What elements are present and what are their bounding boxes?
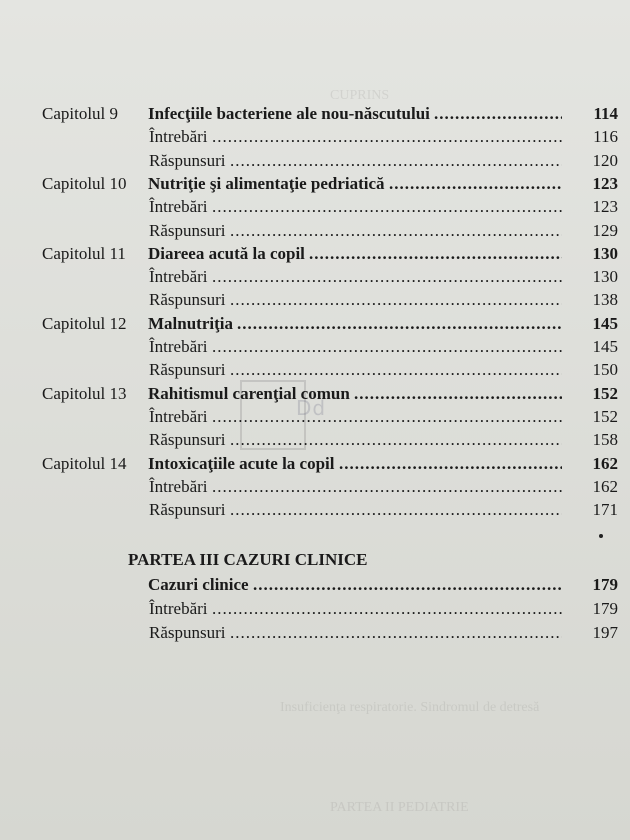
dot-leader	[230, 621, 562, 645]
section-title: Întrebări	[149, 197, 208, 217]
toc-entry	[0, 358, 630, 382]
chapter-title: Nutriţie şi alimentaţie pedriatică	[148, 173, 385, 193]
page-number: 171	[592, 500, 618, 520]
toc-entry	[0, 288, 630, 312]
dot-leader	[339, 452, 562, 476]
toc-entry	[0, 597, 630, 621]
chapter-label: Capitolul 14	[42, 453, 127, 473]
toc-entry	[0, 335, 630, 359]
page-number: 114	[593, 104, 618, 123]
bleed-through-text: CUPRINS	[330, 88, 390, 103]
dot-leader	[230, 358, 562, 382]
page-number: 129	[592, 220, 618, 240]
dot-leader	[212, 597, 562, 621]
toc-entry	[0, 475, 630, 499]
section-title: Întrebări	[149, 337, 208, 356]
toc-entry	[0, 573, 630, 597]
page-number: 162	[592, 476, 618, 496]
section-title: Întrebări	[149, 476, 208, 496]
page-number: 162	[592, 453, 618, 473]
dot-leader	[212, 335, 562, 359]
toc-entry	[0, 621, 630, 645]
dot-leader	[230, 498, 562, 522]
section-title: Întrebări	[149, 267, 208, 287]
dot-leader	[434, 102, 562, 126]
dot-leader	[230, 288, 562, 312]
page-number: 179	[592, 575, 618, 594]
chapter-label: Capitolul 11	[42, 243, 126, 263]
chapter-title: Malnutriţia	[148, 313, 233, 333]
chapter-label: Capitolul 9	[42, 104, 119, 123]
watermark-logo: Dd	[296, 396, 327, 420]
toc-entry	[0, 312, 630, 336]
chapter-title: Intoxicaţiile acute la copil	[148, 453, 335, 473]
page-number: 123	[592, 197, 618, 217]
dot-leader	[309, 242, 562, 266]
dot-leader	[212, 195, 562, 219]
page-number: 179	[592, 599, 618, 618]
dot-leader	[212, 125, 562, 149]
dot-leader	[389, 172, 562, 196]
chapter-label: Capitolul 10	[42, 173, 127, 193]
dot-leader	[230, 219, 562, 243]
toc-entry	[0, 498, 630, 522]
section-title: Răspunsuri	[149, 430, 226, 450]
toc-entry	[0, 265, 630, 289]
section-title: Întrebări	[149, 599, 208, 618]
dot-leader	[212, 265, 562, 289]
bleed-through-text: PARTEA II PEDIATRIE	[330, 800, 469, 815]
page-number: 150	[592, 360, 618, 380]
page-number: 158	[592, 430, 618, 450]
section-title: Întrebări	[149, 406, 208, 426]
dot-leader	[230, 149, 562, 173]
dot-leader	[354, 382, 562, 406]
section-title: Răspunsuri	[149, 150, 226, 170]
page-number: 145	[592, 313, 618, 333]
toc-entry	[0, 125, 630, 149]
toc-entry	[0, 242, 630, 266]
part-heading: PARTEA III CAZURI CLINICE	[128, 550, 368, 569]
section-title: Răspunsuri	[149, 623, 226, 642]
section-title: Răspunsuri	[149, 500, 226, 520]
toc-entry	[0, 102, 630, 126]
page-number: 116	[593, 127, 618, 147]
page-number: 145	[592, 337, 618, 356]
page-number: 152	[592, 406, 618, 426]
toc-entry	[0, 428, 630, 452]
chapter-title: Cazuri clinice	[148, 575, 249, 594]
chapter-label: Capitolul 12	[42, 313, 127, 333]
page-number: 123	[592, 173, 618, 193]
dot-leader	[212, 475, 562, 499]
dot-leader	[230, 428, 562, 452]
chapter-label: Capitolul 13	[42, 383, 127, 403]
toc-entry	[0, 172, 630, 196]
toc-entry	[0, 219, 630, 243]
toc-entry	[0, 382, 630, 406]
chapter-title: Rahitismul carenţial comun	[148, 383, 350, 403]
dot-leader	[253, 573, 562, 597]
toc-entry	[0, 195, 630, 219]
dot-leader	[212, 405, 562, 429]
page-number: 197	[592, 623, 618, 642]
section-title: Răspunsuri	[149, 290, 226, 310]
chapter-title: Diareea acută la copil	[148, 243, 305, 263]
chapter-title: Infecţiile bacteriene ale nou-născutului	[148, 104, 430, 123]
toc-entry	[0, 452, 630, 476]
section-title: Răspunsuri	[149, 220, 226, 240]
toc-entry	[0, 405, 630, 429]
dot-leader	[237, 312, 562, 336]
section-title: Răspunsuri	[149, 360, 226, 380]
bleed-through-text: Insuficienţa respiratorie. Sindromul de detresă	[280, 700, 540, 715]
stray-dot	[599, 534, 603, 538]
page-number: 130	[592, 267, 618, 287]
toc-entry	[0, 149, 630, 173]
page-number: 130	[592, 243, 618, 263]
section-title: Întrebări	[149, 127, 208, 147]
page-number: 152	[592, 383, 618, 403]
page-number: 138	[592, 290, 618, 310]
page-number: 120	[592, 150, 618, 170]
